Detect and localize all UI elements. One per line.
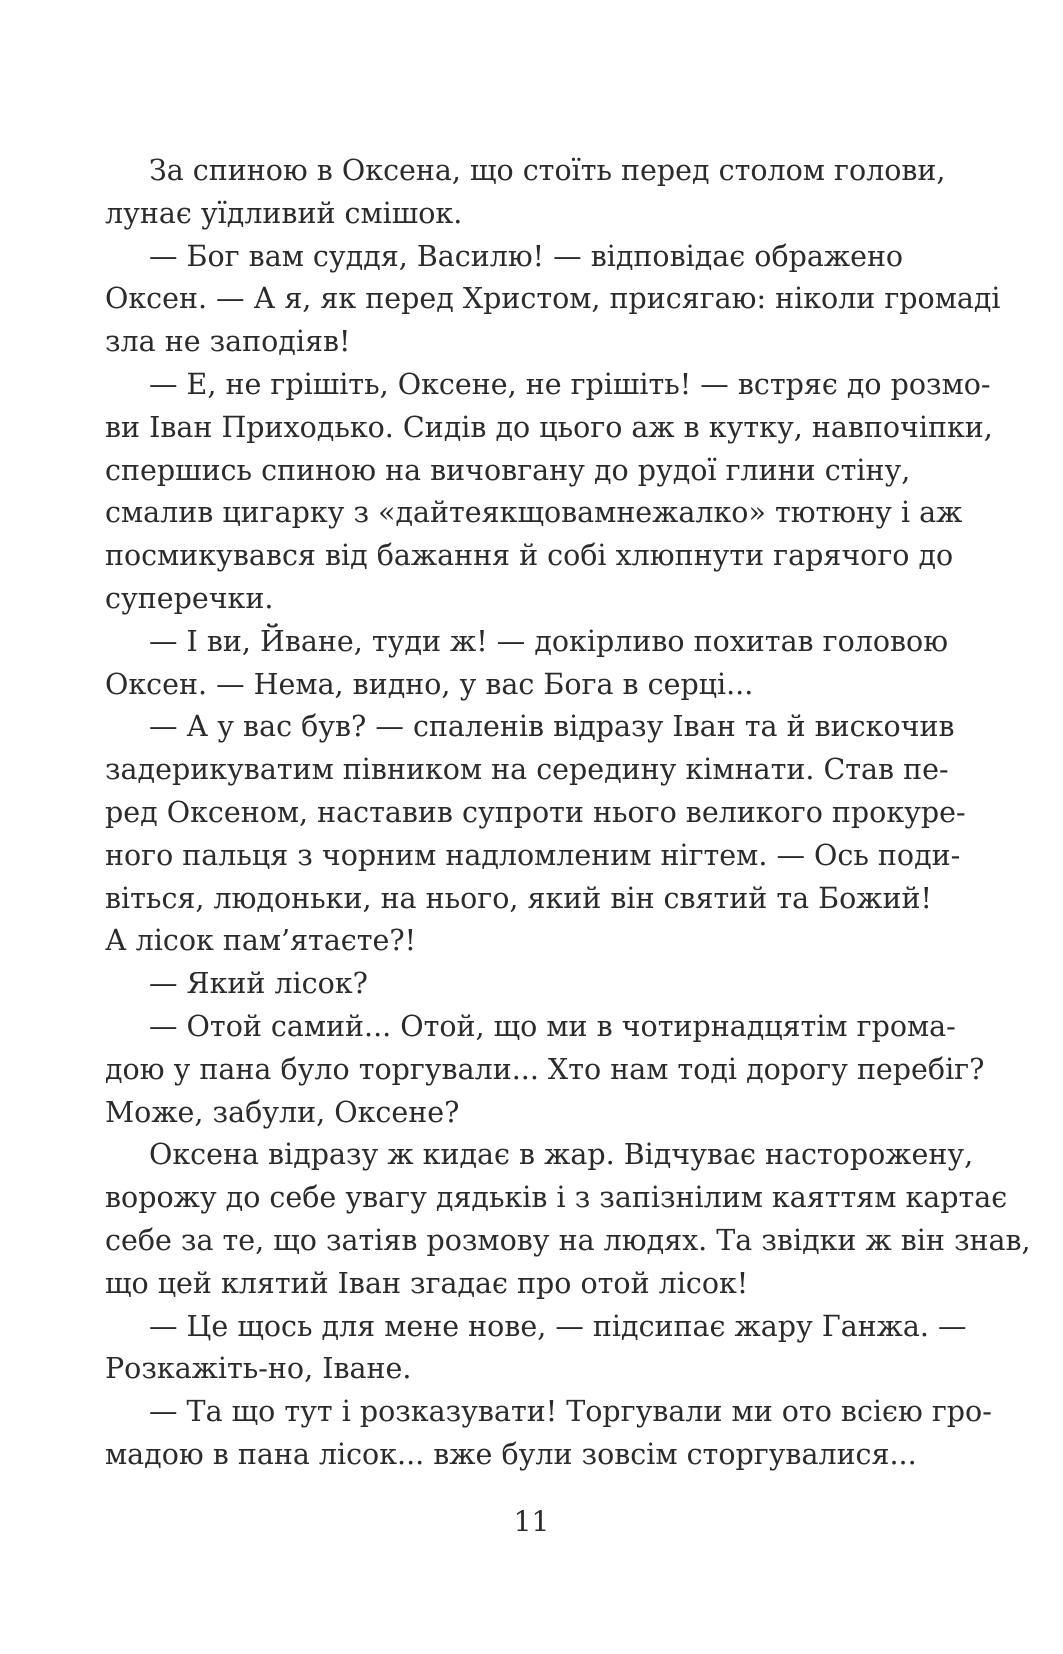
text-line: — Отой самий... Отой, що ми в чотирнадцятім грома- [149,1009,956,1043]
text-line: віться, людоньки, на нього, який він святий та Божий! [105,881,932,915]
text-line: — Бог вам суддя, Василю! — відповідає ображено [149,239,904,273]
text-line: — Це щось для мене нове, — підсипає жару Ганжа. — [149,1309,967,1343]
text-line: ви Іван Приходько. Сидів до цього аж в кутку, навпочіпки, [105,410,993,444]
text-line: що цей клятий Іван згадає про отой лісок! [105,1266,749,1300]
text-line: Розкажіть-но, Іване. [105,1352,412,1386]
text-line: Може, забули, Оксене? [105,1095,460,1129]
text-line: ворожу до себе увагу дядьків і з запізнілим каяттям картає [105,1181,1008,1215]
text-line: посмикувався від бажання й собі хлюпнути гарячого до [105,539,954,573]
text-line: лунає уїдливий смішок. [105,196,463,230]
text-line: спершись спиною на вичовгану до рудої глини стіну, [105,453,911,487]
text-line: Оксен. — А я, як перед Христом, присягаю: ніколи громаді [105,282,1001,316]
text-line: — І ви, Йване, туди ж! — докірливо похитав головою [149,624,949,658]
text-line: Оксена відразу ж кидає в жар. Відчуває насторожену, [149,1138,974,1172]
text-line: А лісок пам’ятаєте?! [105,924,417,958]
text-line: задерикуватим півником на середину кімнати. Став пе- [105,753,949,787]
text-line: — Та що тут і розказувати! Торгували ми ото всією гро- [149,1395,992,1429]
body-text [105,150,1031,1477]
text-line: ред Оксеном, наставив супроти нього великого прокуре- [105,795,966,829]
text-line: Оксен. — Нема, видно, у вас Бога в серці... [105,667,754,701]
page-number: 11 [513,1505,550,1538]
text-line: зла не заподіяв! [105,325,351,359]
text-line: — Е, не грішіть, Оксене, не грішіть! — встряє до розмо- [149,367,991,401]
text-line: — Який лісок? [149,967,368,1001]
text-line: — А у вас був? — спаленів відразу Іван та й вискочив [149,710,955,744]
text-line: себе за те, що затіяв розмову на людях. Та звідки ж він знав, [105,1223,1031,1257]
text-line: суперечки. [105,581,274,615]
text-line: дою у пана було торгували... Хто нам тоді дорогу перебіг? [105,1052,985,1086]
text-line: ного пальця з чорним надломленим нігтем. — Ось поди- [105,838,961,872]
text-line: мадою в пана лісок... вже були зовсім сторгувалися... [105,1437,917,1471]
text-line: смалив цигарку з «дайтеякщовамнежалко» тютюну і аж [105,496,963,530]
text-line: За спиною в Оксена, що стоїть перед столом голови, [149,154,946,187]
